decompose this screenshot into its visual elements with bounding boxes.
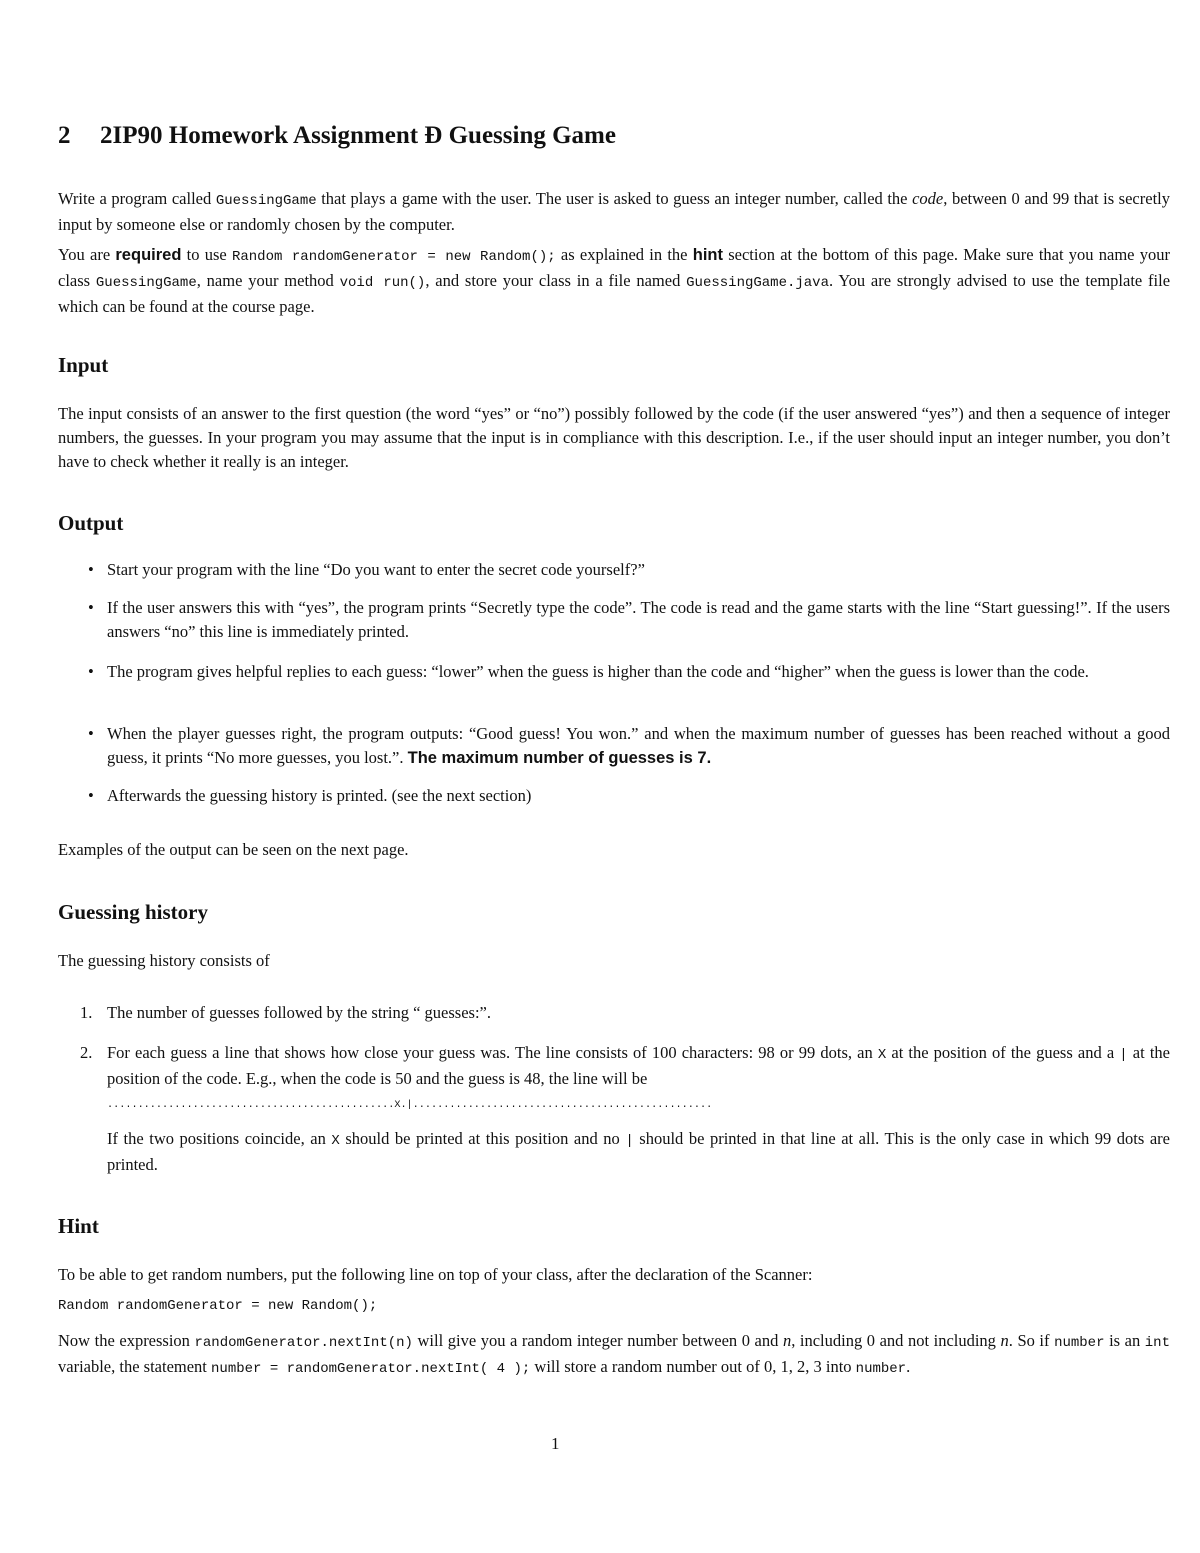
text-run: , and store your class in a file named — [425, 271, 687, 290]
text-run: will store a random number out of 0, 1, 2, 3 into — [530, 1357, 856, 1376]
text-run: Now the expression — [58, 1331, 195, 1350]
number-code: number — [1054, 1335, 1105, 1351]
list-item-text: The program gives helpful replies to each guess: “lower” when the guess is higher than the code and “higher” when the guess is lower than the code. — [107, 662, 1089, 681]
text-run: as explained in the — [555, 245, 693, 264]
int-code: int — [1144, 1335, 1170, 1351]
history-intro: The guessing history consists of — [58, 951, 270, 970]
required-emphasis: required — [115, 246, 182, 264]
text-run: at the position of the code. E.g., when the code is 50 and the guess is 48, the line will be — [107, 1043, 1170, 1088]
statement-code: number = randomGenerator.nextInt( 4 ); — [211, 1361, 531, 1377]
n-variable: n — [1000, 1331, 1009, 1350]
number-code: number — [855, 1361, 907, 1377]
intro-paragraph-2 — [58, 243, 1170, 319]
hint-heading: Hint — [58, 1214, 99, 1238]
hint-paragraph: To be able to get random numbers, put the following line on top of your class, after the declaration of the Scanner: — [58, 1265, 813, 1284]
max-guesses-emphasis: The maximum number of guesses is 7. — [407, 749, 712, 767]
text-run: , between 0 and 99 that is secretly input by someone else or randomly chosen by the computer. — [58, 189, 1170, 234]
method-code: void run() — [339, 275, 426, 291]
text-run: , including 0 and not including — [791, 1331, 1001, 1350]
n-variable: n — [782, 1331, 792, 1350]
item-number: 1. — [80, 1003, 93, 1022]
class-name-code: GuessingGame — [95, 275, 197, 291]
examples-paragraph: Examples of the output can be seen on the next page. — [58, 840, 409, 859]
text-run: . You are strongly advised to use the template file which can be found at the course page. — [58, 271, 1171, 316]
bullet-icon: • — [88, 598, 94, 617]
code-term: code — [912, 189, 944, 208]
input-heading: Input — [58, 353, 109, 377]
class-name-code: GuessingGame — [215, 193, 317, 209]
list-item — [58, 1001, 1170, 1025]
list-item — [58, 722, 1170, 770]
text-run: to use — [181, 245, 232, 264]
text-run: at the position of the guess and a — [886, 1043, 1120, 1062]
text-run: will give you a random integer number between 0 and — [412, 1331, 783, 1350]
hint-emphasis: hint — [692, 246, 723, 264]
list-item-text: If the user answers this with “yes”, the program prints “Secretly type the code”. The code is read and the game starts with the line “Start guessing!”. If the users answers “no” this line is immediately printed. — [107, 598, 1170, 641]
list-item — [58, 660, 1170, 684]
text-run: Write a program called — [58, 189, 216, 208]
guessing-history-heading: Guessing history — [58, 900, 208, 924]
list-item-text: Start your program with the line “Do you want to enter the secret code yourself?” — [107, 560, 645, 579]
x-code: X — [331, 1133, 340, 1149]
output-heading: Output — [58, 511, 124, 535]
item-number: 2. — [80, 1043, 93, 1062]
bullet-icon: • — [88, 786, 94, 805]
example-history-line: ...............................................X.|................................................. — [107, 1100, 713, 1111]
text-run: variable, the statement — [58, 1357, 212, 1376]
file-name-code: GuessingGame.java — [686, 275, 829, 291]
bar-code: | — [1119, 1047, 1128, 1063]
hint-explanation — [58, 1329, 1170, 1381]
list-item — [58, 784, 1170, 808]
hint-code-line: Random randomGenerator = new Random(); — [58, 1298, 378, 1314]
bullet-icon: • — [88, 560, 94, 579]
text-run: section at the bottom of this page. Make sure that you name your class — [58, 245, 1170, 290]
text-run: should be printed at this position and no — [339, 1129, 626, 1148]
text-run: When the player guesses right, the program outputs: “Good guess! You won.” and when the maximum number of guesses has been reached without a good guess, it prints “No more guesses, you lost.”. — [107, 724, 1170, 767]
text-run: . — [906, 1357, 911, 1376]
text-run: You are — [58, 245, 116, 264]
page-number: 1 — [551, 1434, 560, 1453]
list-item — [58, 1041, 1170, 1091]
expression-code: randomGenerator.nextInt(n) — [194, 1335, 413, 1351]
bullet-icon: • — [88, 724, 94, 743]
section-heading — [58, 122, 616, 150]
list-item-text: Afterwards the guessing history is printed. (see the next section) — [107, 786, 532, 805]
bullet-icon: • — [88, 662, 94, 681]
text-run: is an — [1104, 1331, 1145, 1350]
coincide-paragraph — [107, 1127, 1170, 1177]
list-item — [58, 558, 1170, 582]
text-run: If the two positions coincide, an — [107, 1129, 332, 1148]
list-item-text: The number of guesses followed by the string “ guesses:”. — [107, 1003, 491, 1022]
bar-code: | — [625, 1133, 634, 1149]
text-run: that plays a game with the user. The user is asked to guess an integer number, called the — [316, 189, 913, 208]
text-run: For each guess a line that shows how close your guess was. The line consists of 100 characters: 98 or 99 dots, an — [107, 1043, 878, 1062]
list-item-text — [107, 722, 1170, 770]
list-item — [58, 596, 1170, 644]
x-code: X — [877, 1047, 887, 1063]
section-number: 2 — [58, 122, 71, 149]
intro-paragraph-1 — [58, 187, 1170, 237]
text-run: , name your method — [196, 271, 340, 290]
list-item-text — [107, 1041, 1170, 1091]
input-paragraph: The input consists of an answer to the first question (the word “yes” or “no”) possibly followed by the code (if the user answered “yes”) and then a sequence of integer numbers, the guesses. In your program you may assume that the input is in compliance with this description. I.e., if the user should input an integer number, you don’t have to check whether it really is an integer. — [58, 404, 1170, 471]
text-run: should be printed in that line at all. This is the only case in which 99 dots are printed. — [107, 1129, 1171, 1174]
text-run: . So if — [1008, 1331, 1055, 1350]
random-declaration-code: Random randomGenerator = new Random(); — [231, 249, 556, 265]
section-title: 2IP90 Homework Assignment Ð Guessing Game — [100, 122, 616, 149]
